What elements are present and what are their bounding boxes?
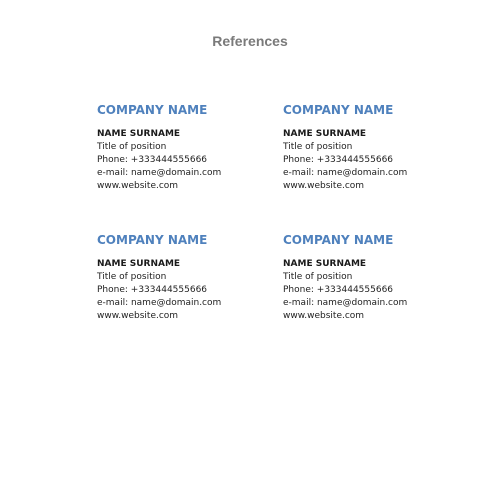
reference-phone: Phone: +333444555666 xyxy=(97,155,208,165)
reference-name: NAME SURNAME xyxy=(283,129,367,139)
company-name: COMPANY NAME xyxy=(97,233,208,247)
reference-card xyxy=(97,102,267,193)
reference-email: e-mail: name@domain.com xyxy=(97,298,222,308)
reference-website: www.website.com xyxy=(97,181,179,191)
reference-card xyxy=(283,232,453,323)
reference-email: e-mail: name@domain.com xyxy=(283,298,408,308)
reference-website: www.website.com xyxy=(283,181,365,191)
company-name: COMPANY NAME xyxy=(283,103,394,117)
page-title: References xyxy=(212,33,288,49)
reference-position: Title of position xyxy=(283,272,353,282)
reference-phone: Phone: +333444555666 xyxy=(97,285,208,295)
reference-card xyxy=(283,102,453,193)
reference-phone: Phone: +333444555666 xyxy=(283,155,394,165)
reference-website: www.website.com xyxy=(97,311,179,321)
reference-card xyxy=(97,232,267,323)
reference-email: e-mail: name@domain.com xyxy=(283,168,408,178)
reference-website: www.website.com xyxy=(283,311,365,321)
reference-name: NAME SURNAME xyxy=(97,129,181,139)
company-name: COMPANY NAME xyxy=(283,233,394,247)
reference-name: NAME SURNAME xyxy=(283,259,367,269)
reference-email: e-mail: name@domain.com xyxy=(97,168,222,178)
reference-phone: Phone: +333444555666 xyxy=(283,285,394,295)
company-name: COMPANY NAME xyxy=(97,103,208,117)
reference-position: Title of position xyxy=(97,272,167,282)
reference-position: Title of position xyxy=(283,142,353,152)
reference-name: NAME SURNAME xyxy=(97,259,181,269)
reference-position: Title of position xyxy=(97,142,167,152)
